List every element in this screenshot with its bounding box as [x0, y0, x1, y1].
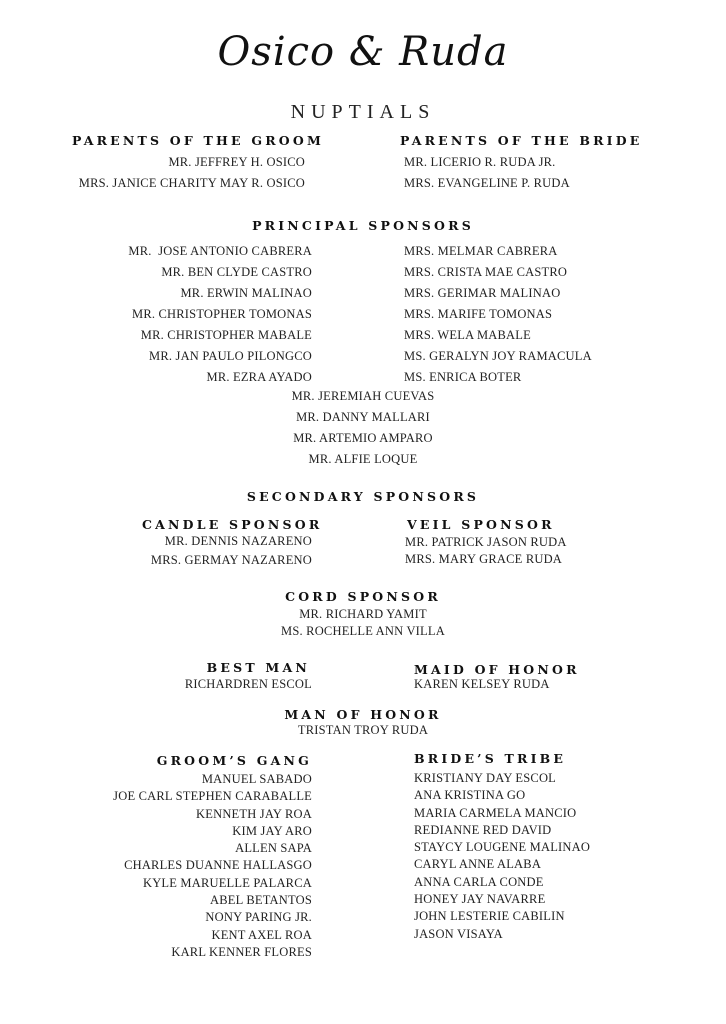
list-item: JASON VISAYA: [414, 926, 503, 941]
list-item: JOE CARL STEPHEN CARABALLE: [113, 789, 312, 804]
list-item: MR. JEREMIAH CUEVAS: [291, 389, 435, 403]
list-item: MR. DENNIS NAZARENO: [164, 534, 312, 548]
list-item: NONY PARING JR.: [205, 910, 312, 925]
list-item: MRS. WELA MABALE: [404, 328, 531, 342]
list-item: KENT AXEL ROA: [211, 927, 312, 942]
list-item: MANUEL SABADO: [201, 772, 312, 786]
maid-of-honor-name: KAREN KELSEY RUDA: [414, 677, 550, 691]
list-item: MS. ENRICA BOTER: [404, 370, 522, 384]
list-item: MR. CHRISTOPHER MABALE: [140, 328, 312, 342]
candle-sponsor-heading: CANDLE SPONSOR: [142, 517, 323, 532]
list-item: MR. ERWIN MALINAO: [180, 286, 312, 300]
cord-sponsor-heading: CORD SPONSOR: [285, 589, 441, 604]
list-item: MRS. GERMAY NAZARENO: [150, 553, 312, 567]
brides-tribe-heading: BRIDE’S TRIBE: [414, 751, 567, 766]
list-item: ANA KRISTINA GO: [414, 788, 526, 803]
list-item: MS. ROCHELLE ANN VILLA: [281, 624, 445, 638]
list-item: MR. JEFFREY H. OSICO: [168, 155, 305, 169]
cord-sponsor-list: [0, 606, 726, 640]
list-item: KARL KENNER FLORES: [171, 944, 312, 959]
list-item: KENNETH JAY ROA: [196, 806, 312, 821]
maid-of-honor-heading: MAID OF HONOR: [414, 662, 580, 677]
list-item: MR. ALFIE LOQUE: [308, 452, 418, 466]
list-item: JOHN LESTERIE CABILIN: [414, 909, 565, 924]
list-item: MRS. MELMAR CABRERA: [404, 244, 558, 258]
grooms-gang-heading: GROOM’S GANG: [156, 753, 312, 768]
couple-title: Osico & Ruda: [217, 29, 509, 75]
parents-groom-list: [79, 152, 305, 194]
list-item: ANNA CARLA CONDE: [414, 874, 544, 889]
principal-sponsors-heading: PRINCIPAL SPONSORS: [252, 218, 474, 233]
nuptials-subtitle: NUPTIALS: [290, 101, 436, 123]
list-item: ABEL BETANTOS: [210, 893, 312, 908]
list-item: MR. LICERIO R. RUDA JR.: [404, 155, 556, 169]
man-of-honor-name: TRISTAN TROY RUDA: [297, 723, 429, 737]
list-item: ALLEN SAPA: [235, 841, 312, 856]
principal-sponsors-right: [404, 241, 592, 388]
list-item: MRS. MARIFE TOMONAS: [404, 307, 553, 321]
list-item: STAYCY LOUGENE MALINAO: [414, 840, 591, 855]
list-item: MR. JAN PAULO PILONGCO: [149, 349, 312, 363]
list-item: MR. DANNY MALLARI: [296, 410, 430, 424]
list-item: CARYL ANNE ALABA: [414, 857, 542, 872]
list-item: MRS. GERIMAR MALINAO: [404, 286, 561, 300]
list-item: MS. GERALYN JOY RAMACULA: [404, 349, 592, 363]
list-item: MR. CHRISTOPHER TOMONAS: [132, 307, 312, 321]
list-item: REDIANNE RED DAVID: [414, 822, 552, 837]
list-item: CHARLES DUANNE HALLASGO: [124, 858, 312, 873]
veil-sponsor-heading: VEIL SPONSOR: [407, 517, 555, 532]
list-item: MRS. EVANGELINE P. RUDA: [404, 176, 570, 190]
man-of-honor-heading: MAN OF HONOR: [284, 707, 442, 722]
list-item: HONEY JAY NAVARRE: [414, 892, 546, 907]
principal-sponsors-center: [0, 386, 726, 470]
brides-tribe-list: [414, 770, 590, 943]
list-item: MRS. CRISTA MAE CASTRO: [404, 265, 568, 279]
list-item: MR. BEN CLYDE CASTRO: [161, 265, 312, 279]
parents-bride-list: [404, 152, 570, 194]
parents-bride-heading: PARENTS OF THE BRIDE: [400, 133, 643, 148]
list-item: KYLE MARUELLE PALARCA: [142, 875, 312, 890]
list-item: MRS. MARY GRACE RUDA: [405, 552, 563, 566]
list-item: MR. RICHARD YAMIT: [299, 607, 427, 621]
principal-sponsors-left: [128, 241, 312, 388]
list-item: MARIA CARMELA MANCIO: [414, 805, 577, 820]
list-item: KRISTIANY DAY ESCOL: [414, 771, 557, 785]
secondary-sponsors-heading: SECONDARY SPONSORS: [246, 489, 480, 504]
list-item: MR. EZRA AYADO: [206, 370, 312, 384]
best-man-heading: BEST MAN: [206, 660, 310, 675]
parents-groom-heading: PARENTS OF THE GROOM: [72, 133, 324, 148]
candle-sponsor-list: [151, 532, 312, 570]
list-item: MR. PATRICK JASON RUDA: [405, 535, 567, 549]
list-item: MR. ARTEMIO AMPARO: [293, 431, 433, 445]
veil-sponsor-list: [405, 534, 567, 568]
list-item: MRS. JANICE CHARITY MAY R. OSICO: [78, 176, 305, 190]
best-man-name: RICHARDREN ESCOL: [184, 677, 312, 691]
list-item: MR. JOSE ANTONIO CABRERA: [128, 244, 312, 258]
list-item: KIM JAY ARO: [232, 823, 312, 838]
grooms-gang-list: [113, 771, 312, 961]
